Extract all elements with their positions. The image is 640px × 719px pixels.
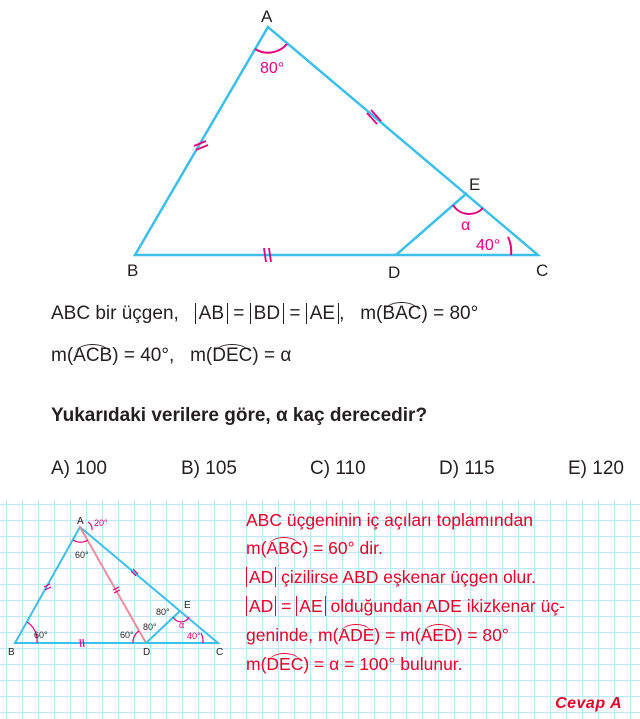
triangle-abc (135, 27, 538, 255)
statement-prefix: ABC bir üçgen, (51, 303, 179, 324)
solution-segment-ae-length: AE (296, 596, 325, 616)
point-label-c: C (536, 261, 549, 280)
solution-result: ) = α = 100° bulunur. (303, 654, 463, 674)
solution-segment-ad-length: AD (246, 596, 276, 616)
point-label-b: B (127, 261, 139, 280)
comma: , (339, 303, 345, 324)
choice-c[interactable] (310, 458, 366, 480)
problem-triangle-figure (0, 0, 640, 290)
solution-angle-a-inner-label: 60° (75, 550, 89, 560)
equals-sign: = (233, 303, 245, 324)
statement-line-2 (51, 345, 291, 367)
point-label-d: D (388, 263, 401, 282)
solution-line-4 (246, 596, 565, 617)
choice-value: 105 (205, 458, 237, 479)
angle-e-label: α (461, 217, 471, 234)
angle-c-label: 40° (476, 237, 501, 254)
measure-prefix: m( (51, 345, 74, 366)
solution-angle-a-top-arc (88, 522, 92, 530)
angle-acb-value: ) = 40°, (112, 345, 175, 366)
choice-letter: C) (310, 458, 331, 479)
solution-segment-ad (80, 527, 146, 643)
angle-c-arc (508, 237, 511, 255)
solution-point-d: D (143, 647, 151, 658)
choice-letter: A) (51, 458, 70, 479)
solution-line-5-value: ) = 80° (456, 625, 509, 645)
angle-dec-value: ) = α (252, 345, 292, 366)
solution-angle-d-left-label: 60° (120, 630, 134, 640)
choice-letter: B) (181, 458, 200, 479)
choice-value: 110 (335, 458, 366, 479)
solution-triangle-figure (0, 500, 245, 719)
choice-value: 120 (592, 458, 624, 479)
solution-angle-a-arc (73, 540, 88, 542)
solution-point-b: B (8, 647, 15, 658)
solution-angle-c-label: 40° (187, 631, 201, 641)
solution-line-3-text: çizilirse ABD eşkenar üçgen olur. (276, 567, 537, 587)
choice-a[interactable] (51, 458, 107, 480)
solution-line-6 (246, 654, 463, 675)
solution-angle-a-top-label: 20° (94, 518, 108, 528)
measure-prefix: m( (246, 654, 267, 674)
segment-de (396, 193, 467, 255)
choice-value: 100 (75, 458, 107, 479)
solution-box (0, 500, 640, 719)
measure-prefix: m( (190, 345, 213, 366)
solution-line-5-prefix: geninde, m( (246, 625, 339, 645)
solution-angle-aed: AED (420, 625, 457, 645)
solution-angle-e-label: 80° (156, 607, 170, 617)
angle-a-arc (255, 44, 287, 53)
choice-letter: E) (568, 458, 587, 479)
equal-tick-marks (194, 110, 381, 262)
segment-ab: AB (195, 303, 228, 324)
choice-e[interactable] (568, 458, 624, 480)
solution-segment-ad-label: AD (246, 567, 276, 587)
choice-letter: D) (439, 458, 460, 479)
angle-bac-value: ) = 80° (421, 303, 479, 324)
equals-sign: = (289, 303, 301, 324)
statement-line-1 (51, 303, 478, 325)
segment-ae: AE (306, 303, 339, 324)
choice-d[interactable] (439, 458, 495, 480)
answer-label: Cevap A (555, 695, 622, 712)
solution-line-3 (246, 567, 536, 588)
measure-prefix: m( (246, 538, 267, 558)
choice-value: 115 (464, 458, 495, 479)
solution-alpha-label: α (179, 620, 185, 630)
question-text: Yukarıdaki verilere göre, α kaç derecedir? (51, 405, 428, 426)
point-label-a: A (261, 7, 273, 26)
segment-bd: BD (250, 303, 284, 324)
point-label-e: E (469, 175, 481, 194)
angle-bac: BAC (382, 303, 422, 324)
solution-angle-abc-value: ) = 60° dir. (302, 538, 383, 558)
solution-point-e: E (184, 600, 191, 611)
solution-line-5-mid: ) = m( (374, 625, 421, 645)
measure-prefix: m( (360, 303, 383, 324)
angle-acb: ACB (73, 345, 113, 366)
solution-angle-abc: ABC (266, 538, 303, 558)
solution-point-c: C (216, 647, 224, 658)
solution-angle-d-arc (133, 631, 139, 643)
solution-angle-dec: DEC (266, 654, 304, 674)
choice-b[interactable] (181, 458, 237, 480)
solution-angle-ade: ADE (338, 625, 375, 645)
solution-point-a: A (77, 516, 84, 527)
solution-line-2 (246, 538, 383, 559)
solution-angle-b-label: 60° (34, 630, 48, 640)
solution-angle-d-right-label: 80° (143, 622, 157, 632)
equals-sign: = (276, 596, 297, 616)
solution-angle-c-arc (201, 633, 203, 643)
solution-line-1: ABC üçgeninin iç açıları toplamından (246, 510, 533, 530)
angle-a-label: 80° (260, 60, 285, 77)
solution-line-5 (246, 625, 509, 646)
angle-dec: DEC (212, 345, 253, 366)
solution-triangle-abc (15, 527, 218, 643)
solution-line-4-text: olduğundan ADE ikizkenar üç- (325, 596, 565, 616)
